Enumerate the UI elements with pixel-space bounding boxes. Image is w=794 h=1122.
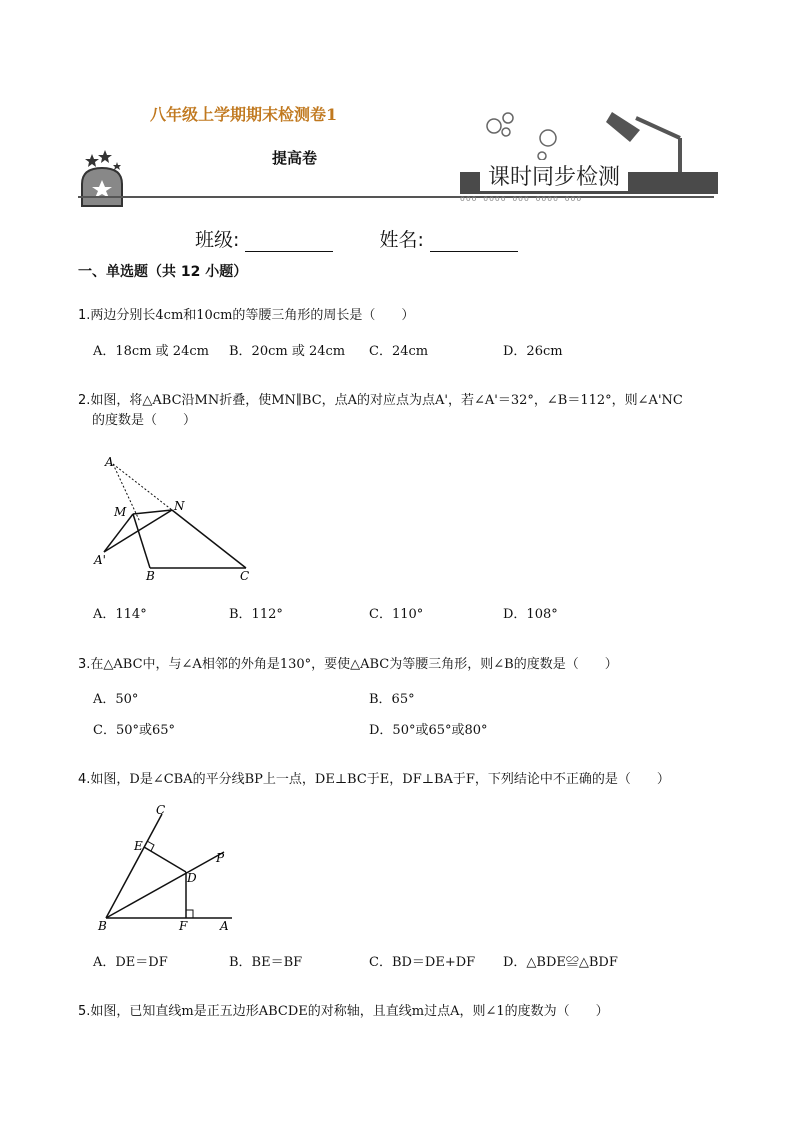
label-b: B (98, 919, 107, 933)
q4-figure (92, 800, 252, 940)
question-number: 3. (78, 657, 91, 672)
q1-option-c[interactable]: C．24cm (369, 344, 429, 359)
question-5 (78, 1002, 728, 1022)
q1-option-a[interactable]: A．18cm 或 24cm (93, 344, 209, 359)
q2-option-c[interactable]: C．110° (369, 607, 424, 622)
fold-line-an (113, 464, 172, 510)
q4-option-b[interactable]: B．BE＝BF (229, 955, 303, 970)
student-info-fields (195, 225, 558, 252)
segment-de (144, 847, 186, 872)
q4-option-d[interactable]: D．△BDE≌△BDF (503, 955, 618, 970)
brand-label: 课时同步检测 (480, 160, 628, 191)
q3-option-c[interactable]: C．50°或65° (93, 723, 176, 738)
q4-option-a[interactable]: A．DE＝DF (93, 955, 168, 970)
question-number: 1. (78, 308, 91, 323)
brand-subtext: ooo oooo ooo oooo ooo (460, 194, 583, 203)
document-subtitle: 提高卷 (272, 149, 318, 167)
question-text: 如图，已知直线m是正五边形ABCDE的对称轴，且直线m过点A，则∠1的度数为（ ） (90, 1004, 609, 1019)
label-c: C (156, 803, 166, 817)
label-f: F (179, 919, 188, 933)
question-3 (78, 655, 728, 675)
label-a: A (220, 919, 229, 933)
q2-figure (88, 452, 268, 587)
q2-option-d[interactable]: D．108° (503, 607, 558, 622)
q3-option-d[interactable]: D．50°或65°或80° (369, 723, 488, 738)
q2-option-a[interactable]: A．114° (93, 607, 147, 622)
q1-option-b[interactable]: B．20cm 或 24cm (229, 344, 346, 359)
question-4 (78, 770, 728, 790)
label-b: B (146, 569, 155, 583)
label-d: D (187, 871, 197, 885)
document-title: 八年级上学期期末检测卷1 (150, 105, 338, 124)
question-text: 在△ABC中，与∠A相邻的外角是130°，要使△ABC为等腰三角形，则∠B的度数是（ ） (90, 657, 618, 672)
question-number: 4. (78, 772, 91, 787)
label-m: M (114, 505, 127, 519)
question-text: 两边分别长4cm和10cm的等腰三角形的周长是（ ） (90, 308, 415, 323)
question-number: 5. (78, 1004, 91, 1019)
q4-option-c[interactable]: C．BD＝DE+DF (369, 955, 476, 970)
star-badge-icon (78, 148, 138, 208)
label-e: E (134, 839, 143, 853)
name-label: 姓名: (379, 229, 424, 251)
q1-option-d[interactable]: D．26cm (503, 344, 563, 359)
name-field[interactable] (430, 235, 518, 252)
question-text: 如图，D是∠CBA的平分线BP上一点，DE⊥BC于E，DF⊥BA于F，下列结论中不正确的是（ ） (90, 772, 670, 787)
section-heading: 一、单选题（共 12 小题） (78, 264, 248, 280)
label-p: P (216, 851, 225, 865)
q3-option-a[interactable]: A．50° (93, 692, 139, 707)
question-2 (78, 391, 728, 431)
question-text-cont: 的度数是（ ） (92, 413, 197, 428)
label-a: A (105, 455, 114, 469)
question-number: 2. (78, 393, 91, 408)
segment-nc (172, 510, 246, 568)
label-c: C (240, 569, 250, 583)
question-1 (78, 306, 728, 326)
q2-option-b[interactable]: B．112° (229, 607, 283, 622)
segment-ma1 (104, 514, 133, 552)
right-angle-f (186, 910, 193, 918)
label-a-prime: A' (94, 553, 106, 567)
label-n: N (174, 499, 185, 513)
segment-mb (133, 514, 150, 568)
class-label: 班级: (195, 229, 240, 251)
class-field[interactable] (245, 235, 333, 252)
q3-option-b[interactable]: B．65° (369, 692, 415, 707)
question-text: 如图，将△ABC沿MN折叠，使MN∥BC，点A的对应点为点A'，若∠A'＝32°，∠B＝112°，则∠A'NC (90, 393, 683, 408)
